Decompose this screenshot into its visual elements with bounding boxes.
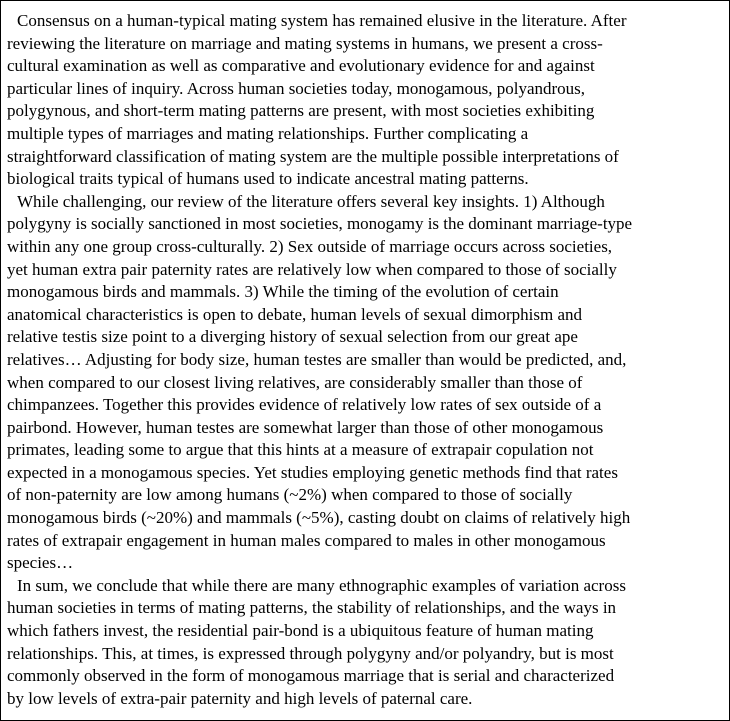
text-line: While challenging, our review of the literature offers several key insights. 1) Although (17, 191, 605, 211)
text-line: human societies in terms of mating patterns, the stability of relationships, and the ways in (7, 598, 617, 618)
text-line: cultural examination as well as comparative and evolutionary evidence for and against (7, 56, 595, 76)
text-line: within any one group cross-culturally. 2) Sex outside of marriage occurs across societies, (7, 236, 613, 256)
text-line: In sum, we conclude that while there are many ethnographic examples of variation across (17, 575, 626, 595)
text-line: anatomical characteristics is open to debate, human levels of sexual dimorphism and (7, 304, 582, 324)
paragraph-2 (7, 191, 723, 575)
text-line: biological traits typical of humans used to indicate ancestral mating patterns. (7, 169, 529, 189)
text-line: straightforward classification of mating system are the multiple possible interpretations of (7, 146, 619, 166)
text-line: monogamous birds (~20%) and mammals (~5%), casting doubt on claims of relatively high (7, 508, 631, 528)
text-line: rates of extrapair engagement in human males compared to males in other monogamous (7, 530, 606, 550)
text-line: monogamous birds and mammals. 3) While the timing of the evolution of certain (7, 282, 559, 302)
text-line: particular lines of inquiry. Across human societies today, monogamous, polyandrous, (7, 78, 586, 98)
text-line: polygynous, and short-term mating patterns are present, with most societies exhibiting (7, 101, 595, 121)
text-line: relative testis size point to a diverging history of sexual selection from our great ape (7, 327, 578, 347)
text-line: multiple types of marriages and mating relationships. Further complicating a (7, 123, 529, 143)
text-line: primates, leading some to argue that this hints at a measure of extrapair copulation not (7, 440, 594, 460)
text-line: pairbond. However, human testes are somewhat larger than those of other monogamous (7, 417, 604, 437)
paragraph-3 (7, 575, 723, 711)
text-line: by low levels of extra-pair paternity and high levels of paternal care. (7, 688, 473, 708)
text-line: species… (7, 553, 74, 573)
text-line: chimpanzees. Together this provides evidence of relatively low rates of sex outside of a (7, 395, 602, 415)
text-line: yet human extra pair paternity rates are relatively low when compared to those of socially (7, 259, 617, 279)
text-line: reviewing the literature on marriage and mating systems in humans, we present a cross- (7, 33, 603, 53)
text-line: which fathers invest, the residential pair-bond is a ubiquitous feature of human mating (7, 621, 594, 641)
text-line: when compared to our closest living relatives, are considerably smaller than those of (7, 372, 583, 392)
text-line: Consensus on a human-typical mating system has remained elusive in the literature. After (17, 11, 627, 30)
paragraph-1 (7, 10, 723, 191)
text-line: relationships. This, at times, is expressed through polygyny and/or polyandry, but is most (7, 643, 614, 663)
text-line: relatives… Adjusting for body size, human testes are smaller than would be predicted, and, (7, 349, 627, 369)
text-line: polygyny is socially sanctioned in most societies, monogamy is the dominant marriage-type (7, 214, 633, 234)
text-line: expected in a monogamous species. Yet studies employing genetic methods find that rates (7, 462, 618, 482)
text-line: commonly observed in the form of monogamous marriage that is serial and characterized (7, 666, 615, 686)
text-line: of non-paternity are low among humans (~2%) when compared to those of socially (7, 485, 573, 505)
